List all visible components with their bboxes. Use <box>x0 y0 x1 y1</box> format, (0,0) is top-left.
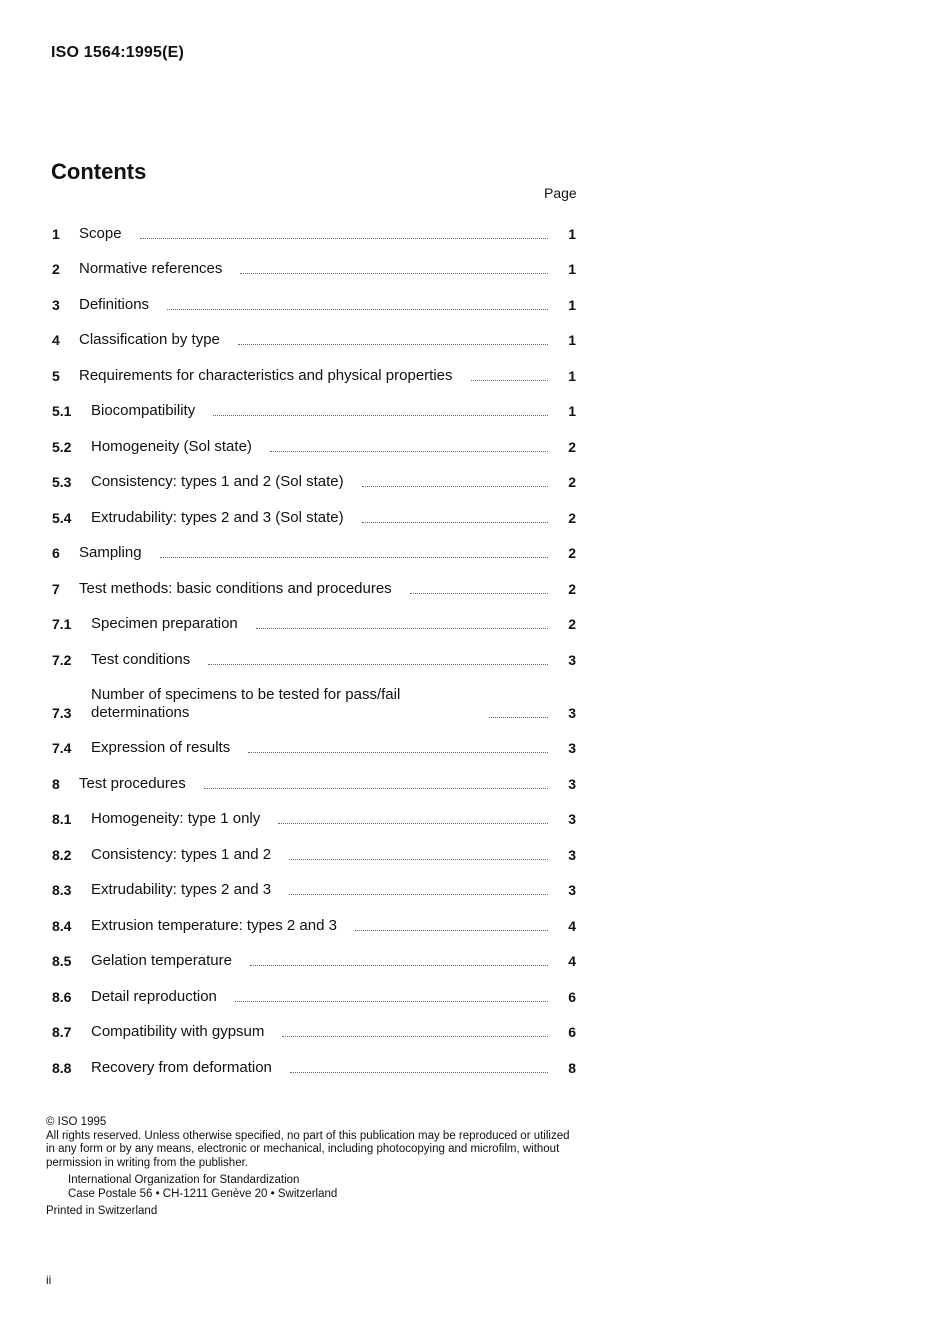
toc-entry-number: 1 <box>52 225 60 242</box>
toc-entry <box>52 633 576 669</box>
toc-entry-number: 8.6 <box>52 988 72 1005</box>
toc-entry-title: Requirements for characteristics and physical properties <box>79 366 453 384</box>
dot-leader <box>167 309 548 310</box>
toc-entry-title: Expression of results <box>91 739 231 756</box>
dot-leader <box>235 1001 548 1002</box>
toc-entry-title: Homogeneity: type 1 only <box>91 810 261 827</box>
toc-entry-title: Normative references <box>79 260 223 277</box>
toc-entry-number: 5.3 <box>52 474 72 490</box>
toc-entry-number: 7.1 <box>52 616 72 632</box>
toc-entry <box>52 1041 576 1077</box>
toc-entry-title: Test conditions <box>91 650 191 668</box>
dot-leader <box>489 717 548 718</box>
toc-entry-number: 8.2 <box>52 846 72 863</box>
dot-leader <box>471 380 549 381</box>
toc-entry-title: Test methods: basic conditions and procedures <box>79 579 392 597</box>
toc-entry-number: 2 <box>52 261 60 277</box>
toc-entry-title: Recovery from deformation <box>91 1058 272 1076</box>
toc-entry-number: 8.1 <box>52 811 72 827</box>
toc-entry-title: Extrusion temperature: types 2 and 3 <box>91 916 337 934</box>
toc-entry <box>52 828 576 864</box>
toc-entry-title: Homogeneity (Sol state) <box>91 437 252 455</box>
toc-entry-text <box>91 473 558 491</box>
toc-entry <box>52 349 576 385</box>
dot-leader <box>289 894 548 895</box>
toc-entry-page: 2 <box>568 616 576 632</box>
toc-entry-title: Consistency: types 1 and 2 (Sol state) <box>91 473 344 490</box>
toc-entry-number: 7.4 <box>52 740 72 756</box>
contents-title: Contents <box>51 159 147 184</box>
toc-entry-page: 1 <box>568 261 576 277</box>
toc-entry <box>52 899 576 935</box>
toc-entry-page: 3 <box>568 740 576 756</box>
toc-entry-text <box>79 367 558 385</box>
toc-entry-title: Biocompatibility <box>91 402 196 419</box>
toc-entry-text <box>79 775 558 793</box>
publisher-name: International Organization for Standardization <box>68 1174 300 1186</box>
toc-entry-text <box>79 331 558 349</box>
toc-entry <box>52 207 576 243</box>
toc-entry-number: 8.7 <box>52 1024 72 1040</box>
toc-entry-text <box>91 846 558 864</box>
toc-entry-title: Specimen preparation <box>91 615 238 632</box>
toc-entry <box>52 793 576 829</box>
toc-entry-page: 2 <box>568 545 576 561</box>
toc-entry-number: 5 <box>52 367 60 384</box>
dot-leader <box>289 859 548 860</box>
toc-entry-text <box>79 260 558 278</box>
toc-entry-text <box>91 1023 558 1041</box>
toc-entry-title: Scope <box>79 224 122 242</box>
printed-in: Printed in Switzerland <box>46 1205 158 1217</box>
toc-entry-text <box>91 739 558 757</box>
toc-entry-number: 8.5 <box>52 953 72 969</box>
dot-leader <box>278 823 548 824</box>
toc-entry-page: 6 <box>568 988 576 1005</box>
dot-leader <box>290 1072 548 1073</box>
toc-entry <box>52 598 576 634</box>
toc-entry <box>52 314 576 350</box>
toc-entry-text <box>79 296 558 314</box>
toc-entry-number: 6 <box>52 545 60 561</box>
toc-entry-title: Compatibility with gypsum <box>91 1023 265 1040</box>
toc-entry <box>52 669 576 722</box>
dot-leader <box>362 486 548 487</box>
dot-leader <box>270 451 548 452</box>
toc-entry-page: 4 <box>568 917 576 934</box>
toc-entry-page: 3 <box>568 704 576 721</box>
dot-leader <box>250 965 548 966</box>
toc-entry-page: 1 <box>568 367 576 384</box>
copyright-notice <box>46 1116 576 1219</box>
toc-entry-title: Extrudability: types 2 and 3 <box>91 881 272 898</box>
toc-entry-text <box>91 509 558 527</box>
toc-entry-text <box>79 580 558 598</box>
table-of-contents <box>52 207 576 1077</box>
toc-entry-text <box>79 225 558 243</box>
toc-entry-page: 4 <box>568 953 576 969</box>
toc-entry <box>52 757 576 793</box>
toc-entry <box>52 385 576 421</box>
dot-leader <box>208 664 548 665</box>
toc-entry-number: 7 <box>52 580 60 597</box>
toc-entry <box>52 1006 576 1042</box>
toc-entry <box>52 243 576 279</box>
toc-entry-page: 3 <box>568 811 576 827</box>
toc-entry-text <box>91 402 558 420</box>
toc-entry <box>52 562 576 598</box>
toc-entry-text <box>91 952 558 970</box>
dot-leader <box>140 238 548 239</box>
toc-entry <box>52 970 576 1006</box>
toc-entry-number: 8.8 <box>52 1059 72 1076</box>
toc-entry-text <box>91 615 558 633</box>
toc-entry-text <box>91 881 558 899</box>
document-id: ISO 1564:1995(E) <box>51 44 185 61</box>
toc-entry-number: 3 <box>52 296 60 313</box>
toc-entry-title: Number of specimens to be tested for pass/fail determinations <box>91 685 401 721</box>
toc-entry-title: Classification by type <box>79 331 220 348</box>
dot-leader <box>213 415 548 416</box>
toc-entry-page: 1 <box>568 296 576 313</box>
copyright-line: © ISO 1995 <box>46 1116 107 1128</box>
toc-entry-title: Test procedures <box>79 774 186 792</box>
toc-entry-page: 2 <box>568 474 576 490</box>
toc-entry-number: 8.4 <box>52 917 72 934</box>
dot-leader <box>282 1036 548 1037</box>
toc-entry-number: 5.1 <box>52 403 72 419</box>
toc-entry-page: 2 <box>568 580 576 597</box>
toc-entry-text <box>91 1059 558 1077</box>
dot-leader <box>355 930 548 931</box>
page-column-label: Page <box>544 185 577 201</box>
toc-entry-title: Detail reproduction <box>91 987 217 1005</box>
toc-entry-number: 5.4 <box>52 509 72 526</box>
toc-entry-title: Consistency: types 1 and 2 <box>91 845 272 863</box>
dot-leader <box>410 593 548 594</box>
toc-entry <box>52 456 576 492</box>
toc-entry-text <box>91 917 558 935</box>
toc-entry-page: 2 <box>568 438 576 455</box>
toc-entry-page: 1 <box>568 332 576 348</box>
toc-entry-number: 4 <box>52 332 60 348</box>
toc-entry <box>52 864 576 900</box>
page-folio: ii <box>46 1273 52 1287</box>
toc-entry <box>52 722 576 758</box>
toc-entry-text <box>91 686 558 722</box>
toc-entry-page: 2 <box>568 509 576 526</box>
toc-entry-number: 8 <box>52 775 60 792</box>
toc-entry <box>52 527 576 563</box>
toc-entry-number: 5.2 <box>52 438 72 455</box>
dot-leader <box>362 522 548 523</box>
toc-entry-page: 3 <box>568 846 576 863</box>
toc-entry-page: 3 <box>568 882 576 898</box>
toc-entry-title: Extrudability: types 2 and 3 (Sol state) <box>91 508 344 526</box>
publisher-address: Case Postale 56 • CH-1211 Genève 20 • Switzerland <box>68 1187 338 1200</box>
toc-entry-number: 7.3 <box>52 704 72 721</box>
toc-entry <box>52 935 576 971</box>
toc-entry-text <box>91 651 558 669</box>
toc-entry-number: 8.3 <box>52 882 72 898</box>
dot-leader <box>256 628 548 629</box>
toc-entry-number: 7.2 <box>52 651 72 668</box>
toc-entry-title: Sampling <box>79 544 142 561</box>
toc-entry-page: 1 <box>568 403 576 419</box>
toc-entry <box>52 420 576 456</box>
toc-entry-text <box>91 810 558 828</box>
toc-entry-page: 3 <box>568 651 576 668</box>
toc-entry-page: 8 <box>568 1059 576 1076</box>
dot-leader <box>238 344 548 345</box>
toc-entry <box>52 491 576 527</box>
toc-entry-title: Gelation temperature <box>91 952 232 969</box>
dot-leader <box>204 788 548 789</box>
dot-leader <box>160 557 548 558</box>
toc-entry-text <box>79 544 558 562</box>
rights-statement: All rights reserved. Unless otherwise specified, no part of this publication may be reproduced or utilized in any form or by any means, electronic or mechanical, including photocopying and microfilm, without permission in writing from the publisher. <box>46 1129 570 1169</box>
dot-leader <box>240 273 548 274</box>
toc-entry-page: 6 <box>568 1024 576 1040</box>
toc-entry-text <box>91 438 558 456</box>
toc-entry-title: Definitions <box>79 295 150 313</box>
toc-entry-page: 1 <box>568 225 576 242</box>
toc-entry-text <box>91 988 558 1006</box>
toc-entry <box>52 278 576 314</box>
dot-leader <box>248 752 548 753</box>
toc-entry-page: 3 <box>568 775 576 792</box>
